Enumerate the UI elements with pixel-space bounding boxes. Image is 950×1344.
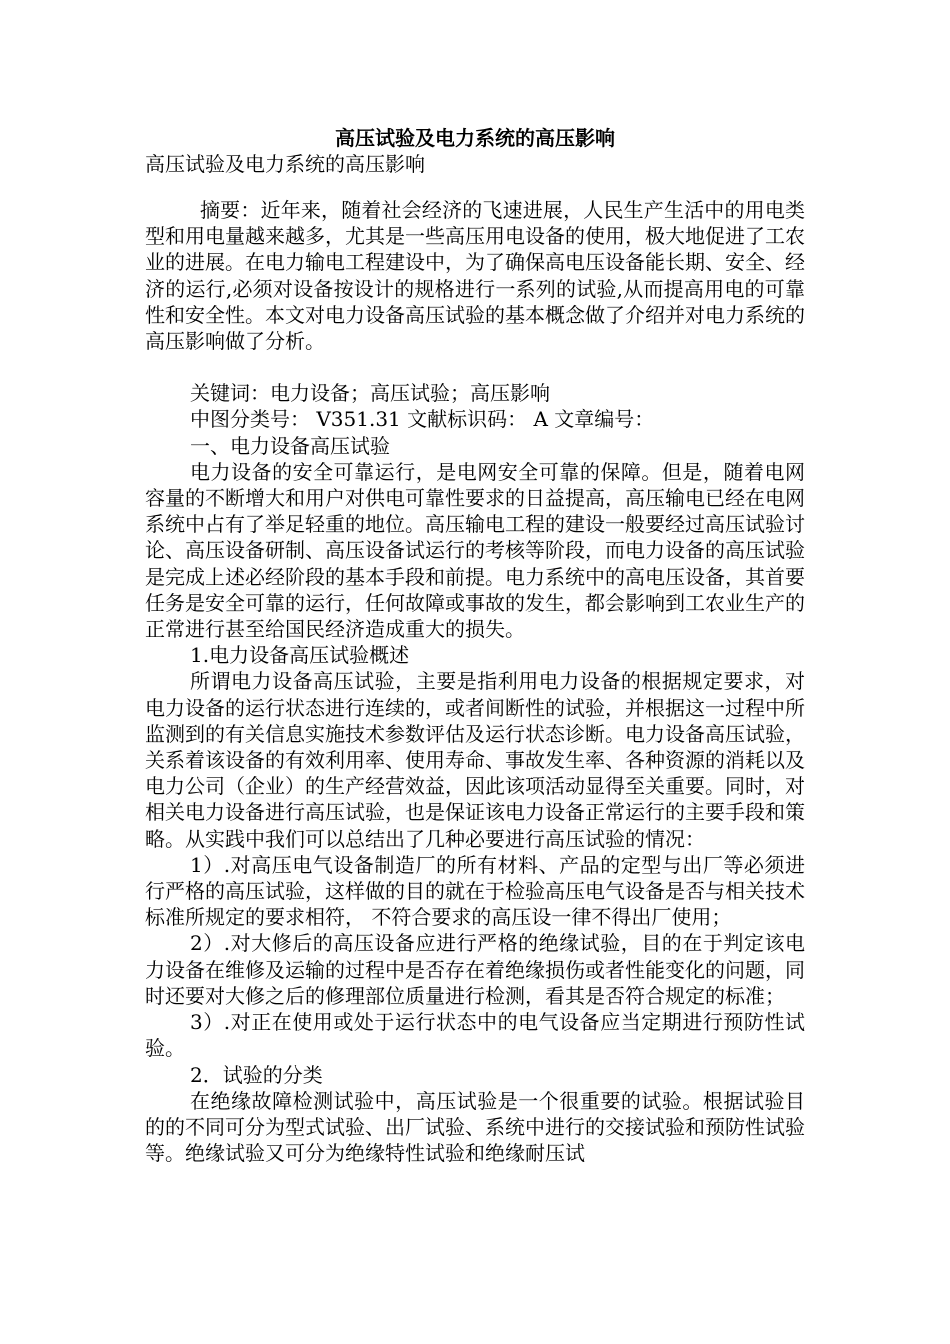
section-1-paragraph: 电力设备的安全可靠运行，是电网安全可靠的保障。但是，随着电网容量的不断增大和用户对供电可靠性要求的日益提高，高压输电已经在电网系统中占有了举足轻重的地位。高压输电工程的建设一般要经过高压试验讨论、高压设备研制、高压设备试运行的考核等阶段，而电力设备的高压试验是完成上述必经阶段的基本手段和前提。电力系统中的高电压设备，其首要任务是安全可靠的运行，任何故障或事故的发生，都会影响到工农业生产的正常进行甚至给国民经济造成重大的损失。	[145, 459, 805, 642]
subsection-2-heading: 2．试验的分类	[190, 1062, 323, 1087]
document-body	[145, 197, 805, 1166]
document-title: 高压试验及电力系统的高压影响	[335, 126, 615, 150]
list-item-2: 2）.对大修后的高压设备应进行严格的绝缘试验，目的在于判定该电力设备在维修及运输的过程中是否存在着绝缘损伤或者性能变化的问题，同时还要对大修之后的修理部位质量进行检测，看其是否符合规定的标准；	[145, 931, 805, 1008]
document-subtitle: 高压试验及电力系统的高压影响	[145, 152, 425, 176]
subsection-2-paragraph: 在绝缘故障检测试验中，高压试验是一个很重要的试验。根据试验目的的不同可分为型式试验、出厂试验、系统中进行的交接试验和预防性试验等。绝缘试验又可分为绝缘特性试验和绝缘耐压试	[145, 1088, 805, 1166]
subsection-1-heading: 1.电力设备高压试验概述	[190, 643, 410, 668]
subsection-1-paragraph: 所谓电力设备高压试验，主要是指利用电力设备的根据规定要求，对电力设备的运行状态进行连续的，或者间断性的试验，并根据这一过程中所监测到的有关信息实施技术参数评估及运行状态诊断。电力设备高压试验，关系着该设备的有效利用率、使用寿命、事故发生率、各种资源的消耗以及电力公司（企业）的生产经营效益，因此该项活动显得至关重要。同时，对相关电力设备进行高压试验，也是保证该电力设备正常运行的主要手段和策略。从实践中我们可以总结出了几种必要进行高压试验的情况：	[145, 669, 805, 851]
abstract-paragraph: 摘要：近年来，随着社会经济的飞速进展，人民生产生活中的用电类型和用电量越来越多，尤其是一些高压用电设备的使用，极大地促进了工农业的进展。在电力输电工程建设中，为了确保高电压设备能长期、安全、经济的运行,必须对设备按设计的规格进行一系列的试验,从而提高用电的可靠性和安全性。本文对电力设备高压试验的基本概念做了介绍并对电力系统的高压影响做了分析。	[145, 198, 805, 354]
list-item-3: 3）.对正在使用或处于运行状态中的电气设备应当定期进行预防性试验。	[145, 1010, 805, 1061]
paragraph-gap	[145, 354, 805, 380]
section-1-heading: 一、电力设备高压试验	[190, 433, 390, 458]
keywords-line: 关键词：电力设备；高压试验；高压影响	[190, 381, 550, 406]
classification-line: 中图分类号： V351.31 文献标识码： A 文章编号：	[190, 407, 655, 432]
list-item-1: 1）.对高压电气设备制造厂的所有材料、产品的定型与出厂等必须进行严格的高压试验，这样做的目的就在于检验高压电气设备是否与相关技术标准所规定的要求相符， 不符合要求的高压设一律不得出厂使用；	[145, 852, 805, 930]
